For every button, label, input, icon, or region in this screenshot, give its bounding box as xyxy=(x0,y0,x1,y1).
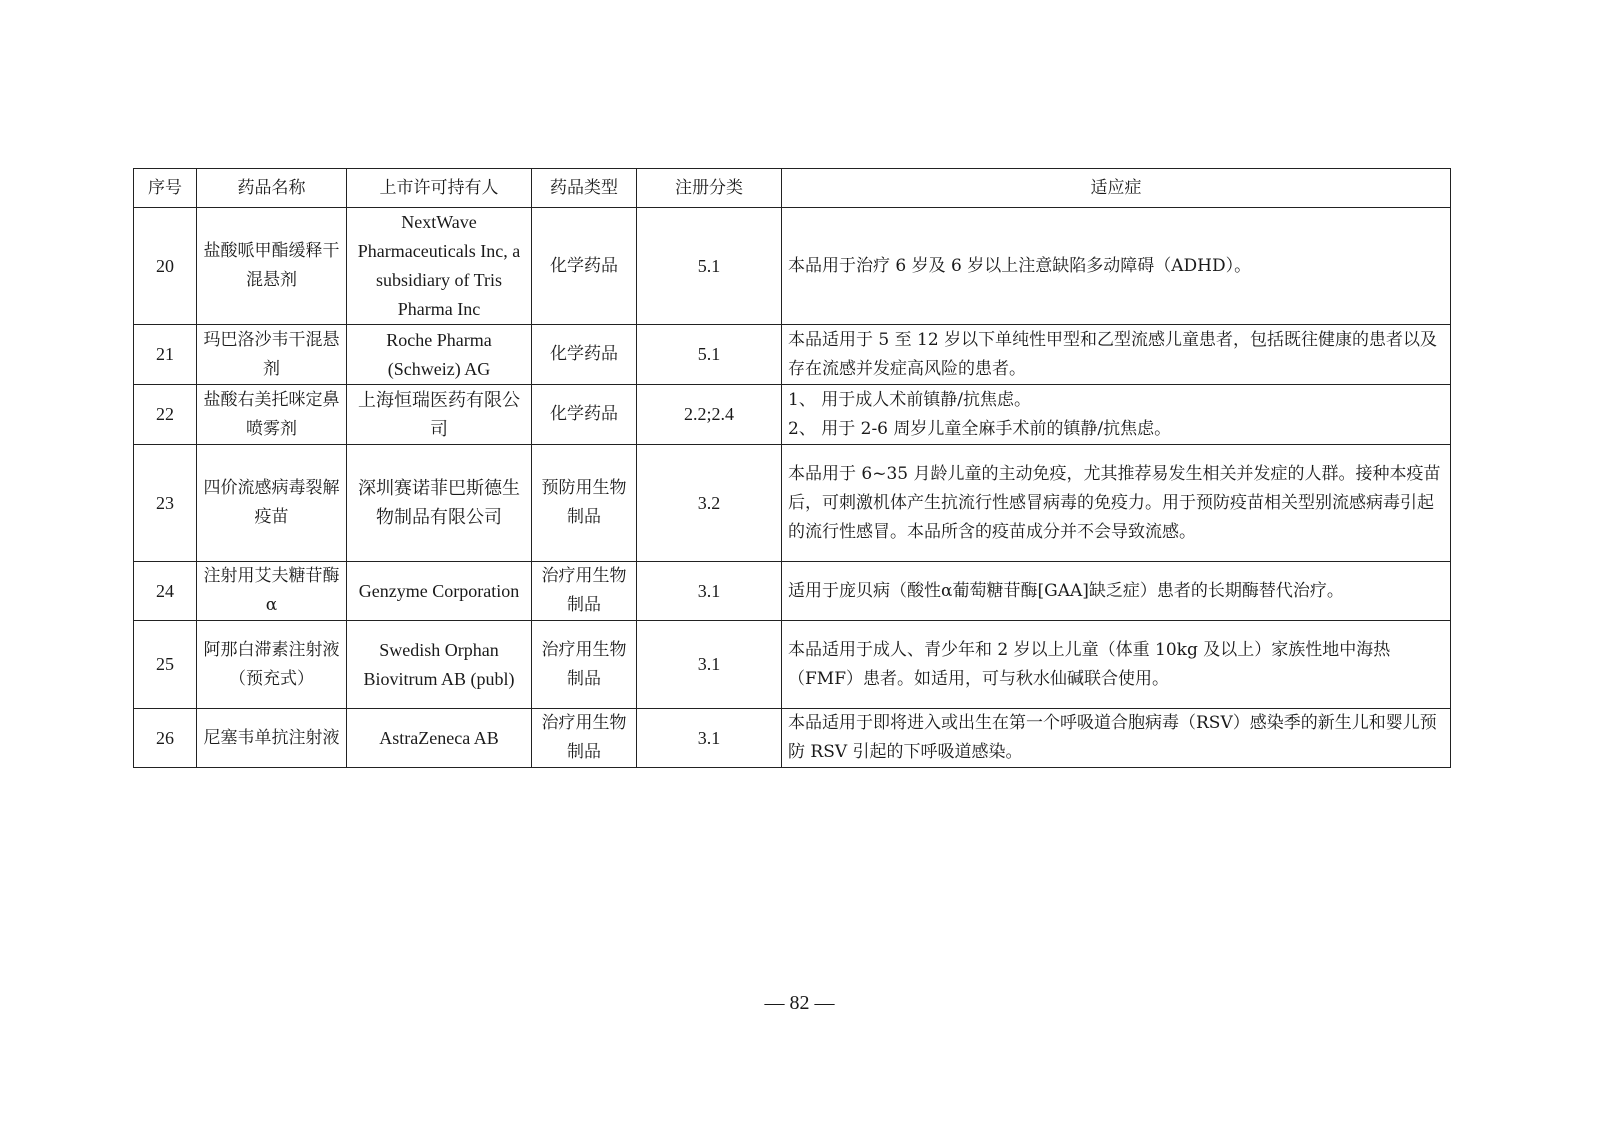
cell-registration-category: 3.1 xyxy=(637,621,782,709)
indication-text: 1、 用于成人术前镇静/抗焦虑。 xyxy=(788,389,1031,410)
table-body xyxy=(134,208,1451,768)
table-row xyxy=(134,621,1451,709)
cell-drug-type: 治疗用生物制品 xyxy=(532,621,637,709)
cell-serial-no: 25 xyxy=(134,621,197,709)
cell-drug-name: 注射用艾夫糖苷酶α xyxy=(197,562,347,621)
drug-approval-table xyxy=(133,168,1451,768)
cell-license-holder: Swedish Orphan Biovitrum AB (publ) xyxy=(347,621,532,709)
cell-license-holder: NextWave Pharmaceuticals Inc, a subsidiary of Tris Pharma Inc xyxy=(347,208,532,325)
cell-serial-no: 22 xyxy=(134,385,197,445)
cell-drug-type: 预防用生物制品 xyxy=(532,445,637,562)
table-row xyxy=(134,445,1451,562)
cell-drug-name: 阿那白滞素注射液（预充式） xyxy=(197,621,347,709)
cell-registration-category: 2.2;2.4 xyxy=(637,385,782,445)
cell-serial-no: 24 xyxy=(134,562,197,621)
cell-registration-category: 5.1 xyxy=(637,325,782,385)
header-serial-no: 序号 xyxy=(134,169,197,208)
cell-serial-no: 23 xyxy=(134,445,197,562)
cell-drug-type: 化学药品 xyxy=(532,325,637,385)
cell-indication xyxy=(782,621,1451,709)
cell-indication xyxy=(782,562,1451,621)
cell-indication xyxy=(782,208,1451,325)
indication-text: 本品适用于 5 至 12 岁以下单纯性甲型和乙型流感儿童患者，包括既往健康的患者以及存在流感并发症高风险的患者。 xyxy=(788,329,1438,379)
header-license-holder: 上市许可持有人 xyxy=(347,169,532,208)
indication-text: 2、 用于 2-6 周岁儿童全麻手术前的镇静/抗焦虑。 xyxy=(788,418,1172,439)
cell-drug-name: 盐酸哌甲酯缓释干混悬剂 xyxy=(197,208,347,325)
indication-text: 适用于庞贝病（酸性α葡萄糖苷酶[GAA]缺乏症）患者的长期酶替代治疗。 xyxy=(788,580,1344,601)
cell-registration-category: 3.1 xyxy=(637,709,782,768)
cell-serial-no: 26 xyxy=(134,709,197,768)
indication-text: 本品用于 6~35 月龄儿童的主动免疫，尤其推荐易发生相关并发症的人群。接种本疫苗后，可刺激机体产生抗流行性感冒病毒的免疫力。用于预防疫苗相关型别流感病毒引起的流行性感冒。本品所含的疫苗成分并不会导致流感。 xyxy=(788,463,1441,542)
cell-indication xyxy=(782,385,1451,445)
cell-drug-name: 玛巴洛沙韦干混悬剂 xyxy=(197,325,347,385)
header-drug-type: 药品类型 xyxy=(532,169,637,208)
cell-indication xyxy=(782,325,1451,385)
cell-drug-type: 治疗用生物制品 xyxy=(532,709,637,768)
cell-registration-category: 5.1 xyxy=(637,208,782,325)
cell-registration-category: 3.1 xyxy=(637,562,782,621)
cell-license-holder: 深圳赛诺菲巴斯德生物制品有限公司 xyxy=(347,445,532,562)
cell-serial-no: 21 xyxy=(134,325,197,385)
cell-drug-type: 化学药品 xyxy=(532,385,637,445)
cell-serial-no: 20 xyxy=(134,208,197,325)
table-header-row xyxy=(134,169,1451,208)
cell-license-holder: Roche Pharma (Schweiz) AG xyxy=(347,325,532,385)
cell-drug-type: 化学药品 xyxy=(532,208,637,325)
table-row xyxy=(134,208,1451,325)
cell-indication xyxy=(782,709,1451,768)
table-row xyxy=(134,325,1451,385)
cell-license-holder: Genzyme Corporation xyxy=(347,562,532,621)
cell-drug-name: 四价流感病毒裂解疫苗 xyxy=(197,445,347,562)
cell-drug-name: 尼塞韦单抗注射液 xyxy=(197,709,347,768)
indication-text: 本品适用于成人、青少年和 2 岁以上儿童（体重 10kg 及以上）家族性地中海热（FMF）患者。如适用，可与秋水仙碱联合使用。 xyxy=(788,639,1391,689)
indication-text: 本品用于治疗 6 岁及 6 岁以上注意缺陷多动障碍（ADHD）。 xyxy=(788,255,1252,276)
header-registration-category: 注册分类 xyxy=(637,169,782,208)
cell-drug-type: 治疗用生物制品 xyxy=(532,562,637,621)
cell-license-holder: AstraZeneca AB xyxy=(347,709,532,768)
cell-drug-name: 盐酸右美托咪定鼻喷雾剂 xyxy=(197,385,347,445)
cell-registration-category: 3.2 xyxy=(637,445,782,562)
header-drug-name: 药品名称 xyxy=(197,169,347,208)
table-row xyxy=(134,385,1451,445)
cell-indication xyxy=(782,445,1451,562)
table-row xyxy=(134,709,1451,768)
table-row xyxy=(134,562,1451,621)
header-indication: 适应症 xyxy=(782,169,1451,208)
page-number: — 82 — xyxy=(764,992,835,1014)
indication-text: 本品适用于即将进入或出生在第一个呼吸道合胞病毒（RSV）感染季的新生儿和婴儿预防 RSV 引起的下呼吸道感染。 xyxy=(788,713,1437,762)
cell-license-holder: 上海恒瑞医药有限公司 xyxy=(347,385,532,445)
